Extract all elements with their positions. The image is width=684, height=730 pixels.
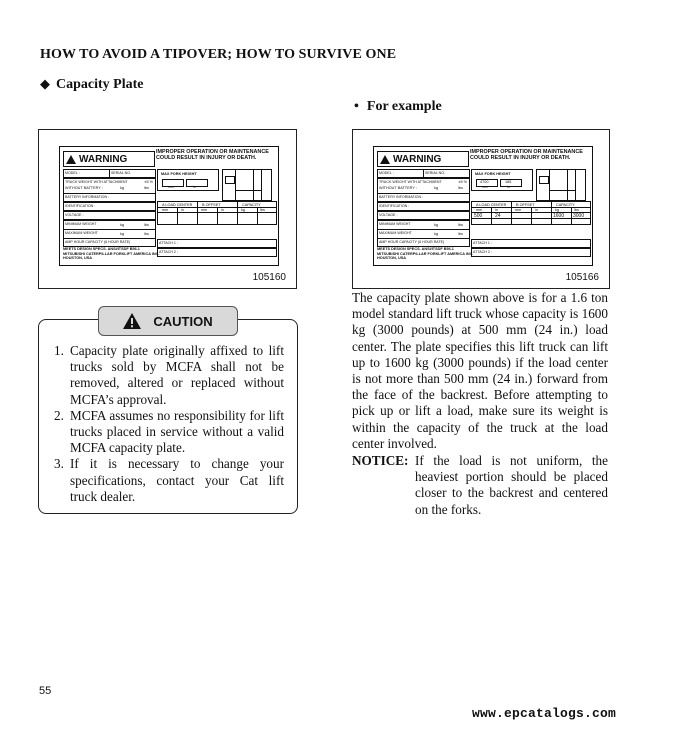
plate-min-weight-row: MINIMUM WEIGHT kg lbs: [63, 220, 156, 230]
plate-truck-weight-row: TRUCK WEIGHT WITH ATTACHMENT ±5 % WITHOUT BATTERY : kg lbs: [377, 178, 470, 194]
example-heading: [354, 99, 442, 115]
plate-min-weight-row: MINIMUM WEIGHT kg lbs: [377, 220, 470, 230]
page-number: 55: [39, 685, 52, 697]
subtitle: [40, 76, 143, 93]
plate-battery-row: BATTERY INFORMATION :: [377, 193, 470, 202]
plate-mast-diagram: [536, 169, 586, 201]
plate-warning-label: WARNING: [79, 153, 128, 165]
caution-item-3: 3. If it is necessary to change your specifications, contact your Cat lift truck dealer.: [54, 456, 284, 504]
plate-capacity-table: A LOAD CENTER B OFFSET CAPACITY mm in mm in kg lbs 500 24 1600 3000: [471, 201, 591, 225]
plate-identification-row: IDENTIFICATION :: [63, 202, 156, 211]
notice-label: NOTICE:: [352, 453, 409, 468]
plate-max-fork-height-box: MAX FORK HEIGHT mm in: [157, 169, 219, 191]
capacity-plate: [59, 146, 279, 266]
example-label: For example: [366, 99, 442, 114]
plate-city-text: HOUSTON, USA: [63, 256, 93, 260]
notice-text: If the load is not uniform, the heaviest portion should be placed closer to the backrest and centered on the forks.: [415, 453, 608, 517]
example-load-mm: 500: [474, 212, 483, 219]
plate-model-row: MODEL :: [377, 169, 424, 178]
section-title: HOW TO AVOID A TIPOVER; HOW TO SURVIVE ONE: [40, 47, 397, 62]
diamond-bullet-icon: ◆: [40, 76, 50, 91]
plate-attach2-row: ATTACH 2 :: [471, 248, 591, 257]
watermark: www.epcatalogs.com: [472, 706, 617, 721]
plate-warning-label: WARNING: [393, 153, 442, 165]
plate-identification-row: IDENTIFICATION :: [377, 202, 470, 211]
plate-meets-text: MEETS DESIGN SPECS. ANSI/ITSDF B56.1: [377, 247, 454, 251]
caution-header: [98, 306, 238, 336]
plate-truck-weight-row: TRUCK WEIGHT WITH ATTACHMENT ±5 % WITHOUT BATTERY : kg lbs: [63, 178, 156, 194]
figure-code-right: 105166: [565, 272, 599, 283]
warning-triangle-icon: [123, 313, 141, 329]
example-load-in: 24: [495, 212, 501, 219]
capacity-plate-figure-example: [352, 129, 610, 289]
plate-battery-row: BATTERY INFORMATION :: [63, 193, 156, 202]
plate-model-row: MODEL :: [63, 169, 110, 178]
plate-max-weight-row: MAXIMUM WEIGHT kg lbs: [377, 229, 470, 239]
example-height-in: 185: [505, 179, 512, 184]
plate-maker-text: MITSUBISHI CATERPILLAR FORKLIFT AMERICA INC.: [63, 251, 160, 256]
plate-warning-text: IMPROPER OPERATION OR MAINTENANCE COULD RESULT IN INJURY OR DEATH.: [470, 149, 583, 161]
caution-label: CAUTION: [153, 313, 213, 329]
plate-attach1-row: ATTACH 1 :: [157, 239, 277, 248]
plate-attach2-row: ATTACH 2 :: [157, 248, 277, 257]
example-height-mm: 4700: [480, 179, 489, 184]
caution-list: [54, 343, 284, 505]
subtitle-text: Capacity Plate: [56, 77, 144, 92]
plate-attach1-row: ATTACH 1 :: [471, 239, 591, 248]
plate-mast-diagram: [222, 169, 272, 201]
warning-triangle-icon: [66, 155, 76, 164]
capacity-plate-description: The capacity plate shown above is for a 1.6 ton model standard lift truck whose capacity is 1600 kg (3000 pounds) at 500 mm (24 in.) load center. The plate specifies this lift truck can lift up to 1600 kg (3000 pounds) if the load center is not more than 500 mm (24 in.) forward from the face of the backrest. Before attempting to pick up or lift a load, make sure its weight is within the capacity of the truck at the load center involved.: [352, 290, 608, 451]
warning-triangle-icon: [380, 155, 390, 164]
plate-amp-hour-row: AMP HOUR CAPACITY (6 HOUR RATE): [63, 238, 156, 247]
plate-amp-hour-row: AMP HOUR CAPACITY (6 HOUR RATE): [377, 238, 470, 247]
plate-voltage-row: VOLTAGE :: [63, 211, 156, 220]
plate-capacity-table: A LOAD CENTER B OFFSET CAPACITY mm in mm in kg lbs: [157, 201, 277, 225]
capacity-plate-figure-blank: [38, 129, 297, 289]
example-capacity-lbs: 3000: [573, 212, 585, 219]
figure-code-left: 105160: [252, 272, 286, 283]
bullet-icon: •: [354, 99, 359, 114]
caution-item-1: 1. Capacity plate originally affixed to lift trucks sold by MCFA shall not be removed, altered or replaced without MCFA’s approval.: [54, 343, 284, 407]
plate-voltage-row: VOLTAGE :: [377, 211, 470, 220]
plate-warning-header: [63, 151, 155, 167]
capacity-plate-example: [373, 146, 593, 266]
caution-item-2: 2. MCFA assumes no responsibility for lift trucks placed in service without a valid MCFA capacity plate.: [54, 407, 284, 456]
example-capacity-kg: 1600: [553, 212, 565, 219]
plate-maker-text: MITSUBISHI CATERPILLAR FORKLIFT AMERICA INC.: [377, 251, 474, 256]
plate-serial-row: SERIAL NO.: [423, 169, 470, 178]
plate-warning-text: IMPROPER OPERATION OR MAINTENANCE COULD RESULT IN INJURY OR DEATH.: [156, 149, 269, 161]
plate-warning-header: [377, 151, 469, 167]
plate-meets-text: MEETS DESIGN SPECS. ANSI/ITSDF B56.1: [63, 247, 140, 251]
plate-max-weight-row: MAXIMUM WEIGHT kg lbs: [63, 229, 156, 239]
plate-city-text: HOUSTON, USA: [377, 256, 407, 260]
plate-serial-row: SERIAL NO.: [109, 169, 156, 178]
plate-max-fork-height-box: MAX FORK HEIGHT 4700 185 mm in: [471, 169, 533, 191]
